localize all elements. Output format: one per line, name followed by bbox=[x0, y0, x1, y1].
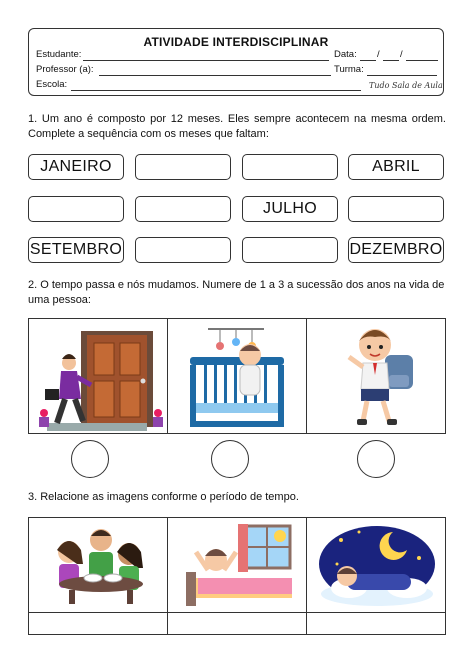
answer-circle[interactable] bbox=[211, 440, 249, 478]
question-1-text: 1. Um ano é composto por 12 meses. Eles sempre acontecem na mesma ordem. Complete a sequência com os meses que faltam: bbox=[28, 113, 446, 140]
header-box bbox=[28, 28, 444, 96]
month-box[interactable] bbox=[242, 154, 338, 180]
student-field[interactable] bbox=[83, 60, 329, 61]
life-stages-grid bbox=[28, 318, 446, 434]
answer-circle[interactable] bbox=[71, 440, 109, 478]
question-3-text: 3. Relacione as imagens conforme o período de tempo. bbox=[28, 491, 299, 503]
worksheet-title: ATIVIDADE INTERDISCIPLINAR bbox=[143, 35, 329, 49]
month-box[interactable] bbox=[28, 196, 124, 222]
time-period-grid bbox=[28, 517, 446, 613]
month-box[interactable] bbox=[135, 237, 231, 263]
date-separator: / bbox=[377, 49, 380, 60]
school-label: Escola: bbox=[36, 79, 68, 90]
month-box[interactable]: JULHO bbox=[242, 196, 338, 222]
class-field[interactable] bbox=[367, 75, 437, 76]
month-box[interactable]: DEZEMBRO bbox=[348, 237, 444, 263]
month-box[interactable]: SETEMBRO bbox=[28, 237, 124, 263]
student-label: Estudante: bbox=[36, 49, 82, 60]
answer-slot[interactable] bbox=[168, 613, 307, 634]
date-separator: / bbox=[400, 49, 403, 60]
month-box[interactable]: JANEIRO bbox=[28, 154, 124, 180]
family-lunch-icon bbox=[29, 518, 168, 612]
date-day-field[interactable] bbox=[360, 60, 376, 61]
baby-in-crib-icon bbox=[168, 319, 307, 433]
school-field[interactable] bbox=[71, 90, 361, 91]
answer-slot[interactable] bbox=[29, 613, 168, 634]
class-label: Turma: bbox=[334, 64, 364, 75]
answer-circle[interactable] bbox=[357, 440, 395, 478]
child-going-to-school-icon bbox=[307, 319, 445, 433]
month-box[interactable] bbox=[135, 196, 231, 222]
date-year-field[interactable] bbox=[406, 60, 438, 61]
date-month-field[interactable] bbox=[383, 60, 399, 61]
date-label: Data: bbox=[334, 49, 357, 60]
question-2-text: 2. O tempo passa e nós mudamos. Numere de 1 a 3 a sucessão dos anos na vida de uma pessoa: bbox=[28, 279, 445, 306]
teacher-field[interactable] bbox=[99, 75, 331, 76]
month-box[interactable]: ABRIL bbox=[348, 154, 444, 180]
answer-row bbox=[28, 613, 446, 635]
month-box[interactable] bbox=[348, 196, 444, 222]
waking-up-morning-icon bbox=[168, 518, 307, 612]
sleeping-night-icon bbox=[307, 518, 445, 612]
month-box[interactable] bbox=[135, 154, 231, 180]
teacher-label: Professor (a): bbox=[36, 64, 94, 75]
answer-slot[interactable] bbox=[307, 613, 445, 634]
logo-watermark: Tudo Sala de Aula bbox=[369, 81, 443, 90]
month-box[interactable] bbox=[242, 237, 338, 263]
adult-leaving-home-icon bbox=[29, 319, 168, 433]
